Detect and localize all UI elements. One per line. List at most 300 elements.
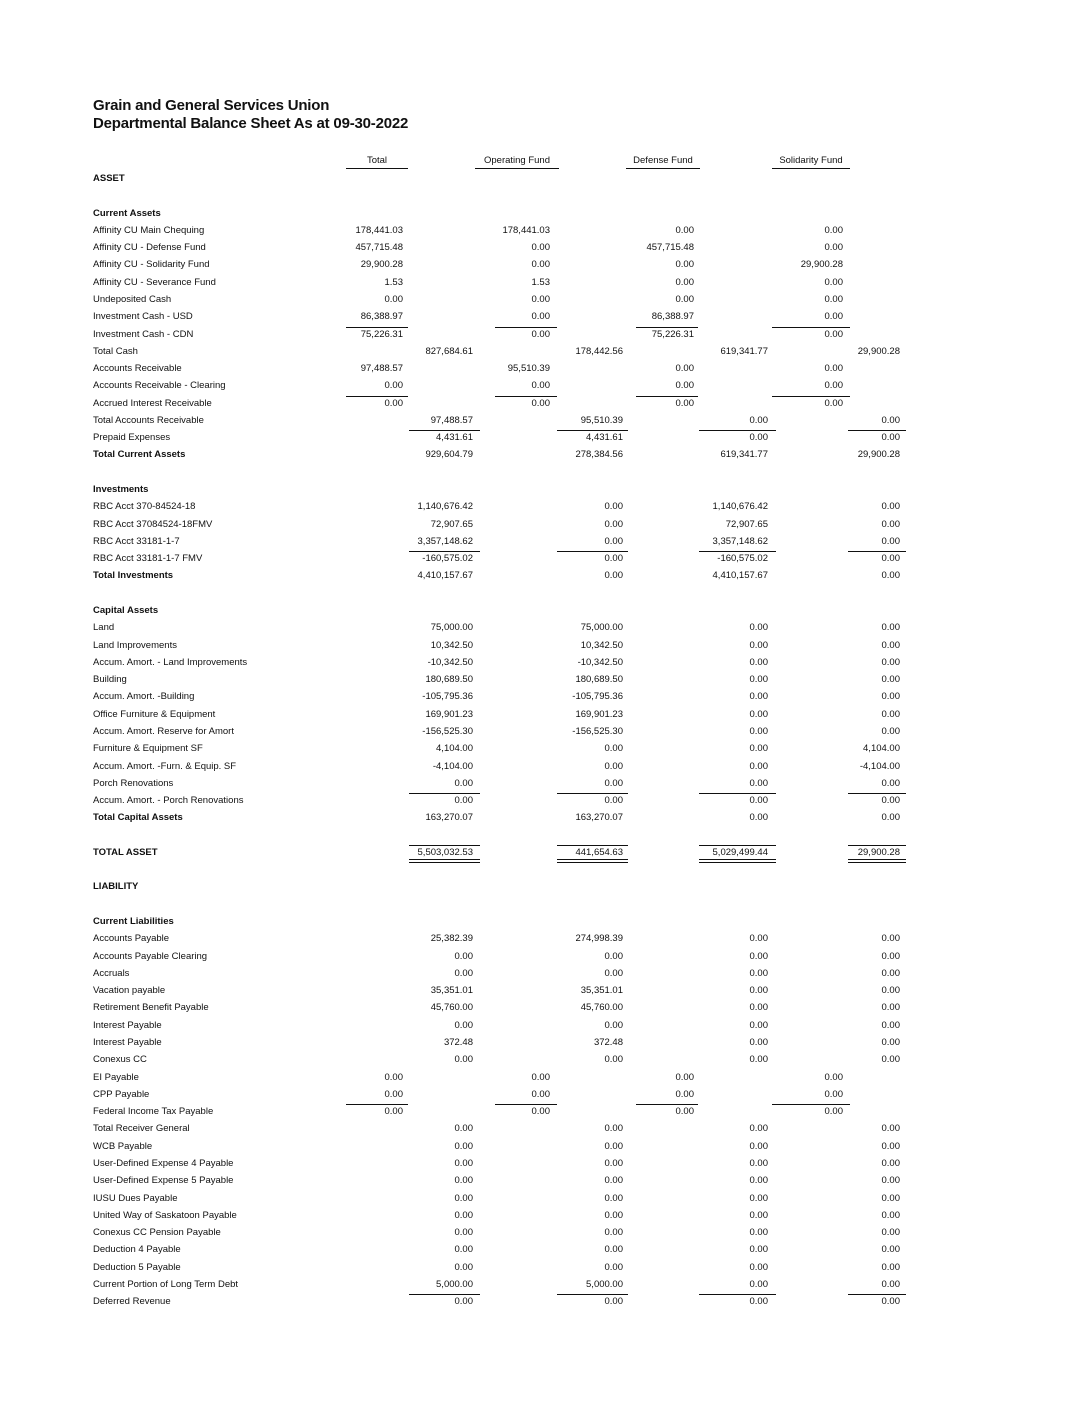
total-amount-total: 0.00: [454, 1140, 473, 1152]
total-amount-solidarity: 0.00: [881, 1019, 900, 1031]
total-amount-total: 0.00: [454, 1244, 473, 1256]
detail-amount-defense: 0.00: [675, 397, 694, 409]
total-amount-total: 0.00: [454, 950, 473, 962]
total-amount-defense: 0.00: [749, 1209, 768, 1221]
total-amount-defense: 0.00: [749, 432, 768, 444]
total-amount-operating: 441,654.63: [575, 846, 623, 858]
total-amount-operating: 0.00: [604, 553, 623, 565]
subtotal-rule: [699, 1294, 776, 1295]
subtotal-rule: [557, 793, 628, 794]
total-amount-total: 0.00: [454, 1209, 473, 1221]
table-row: [0, 605, 1088, 619]
detail-amount-total: 29,900.28: [360, 259, 403, 271]
detail-amount-total: 0.00: [384, 1106, 403, 1118]
row-label-investment-cash-usd: Investment Cash - USD: [93, 311, 193, 323]
detail-amount-defense: 0.00: [675, 380, 694, 392]
table-row: [0, 570, 1088, 584]
total-amount-solidarity: 0.00: [881, 1227, 900, 1239]
table-row: [0, 1106, 1088, 1120]
detail-amount-operating: 0.00: [531, 242, 550, 254]
total-amount-solidarity: 0.00: [881, 1192, 900, 1204]
total-amount-solidarity: 0.00: [881, 656, 900, 668]
total-amount-operating: 0.00: [604, 760, 623, 772]
table-row: [0, 1158, 1088, 1172]
row-label-interest-payable: Interest Payable: [93, 1037, 162, 1048]
subtotal-rule: [409, 551, 480, 552]
total-amount-operating: 95,510.39: [580, 414, 623, 426]
table-row: [0, 1089, 1088, 1103]
detail-amount-defense: 0.00: [675, 276, 694, 288]
total-amount-operating: 0.00: [604, 1175, 623, 1187]
detail-amount-total: 0.00: [384, 1088, 403, 1100]
total-amount-defense: 0.00: [749, 1261, 768, 1273]
grand-total-double-rule: [699, 859, 776, 863]
table-row: [0, 1175, 1088, 1189]
table-row: [0, 933, 1088, 947]
total-amount-total: 0.00: [454, 1175, 473, 1187]
total-amount-solidarity: 29,900.28: [857, 449, 900, 461]
subtotal-rule: [557, 430, 628, 431]
table-row: [0, 294, 1088, 308]
total-amount-solidarity: 0.00: [881, 414, 900, 426]
total-amount-defense: 0.00: [749, 691, 768, 703]
subtotal-rule: [495, 1104, 557, 1105]
row-label-total-asset: TOTAL ASSET: [93, 846, 158, 858]
row-label-accum-amort-furn-equip-sf: Accum. Amort. -Furn. & Equip. SF: [93, 760, 237, 772]
row-label-total-current-assets: Total Current Assets: [93, 449, 186, 461]
column-header-underline: [346, 168, 408, 169]
total-amount-operating: 0.00: [604, 950, 623, 962]
total-amount-operating: 0.00: [604, 518, 623, 530]
detail-amount-operating: 0.00: [531, 1088, 550, 1100]
table-row: [0, 795, 1088, 809]
table-row: [0, 242, 1088, 256]
table-row: [0, 380, 1088, 394]
total-amount-solidarity: 0.00: [881, 691, 900, 703]
total-amount-solidarity: 0.00: [881, 777, 900, 789]
row-label-accum-amort-land-improvements: Accum. Amort. - Land Improvements: [93, 656, 248, 668]
row-label-deduction-4-payable: Deduction 4 Payable: [93, 1244, 181, 1256]
subtotal-rule: [557, 1294, 628, 1295]
total-amount-operating: 0.00: [604, 535, 623, 547]
total-amount-total: 169,901.23: [425, 708, 473, 720]
detail-amount-total: 97,488.57: [360, 363, 403, 375]
total-amount-defense: 0.00: [749, 933, 768, 945]
total-amount-operating: 180,689.50: [575, 674, 623, 686]
detail-amount-operating: 0.00: [531, 397, 550, 409]
total-amount-operating: 4,431.61: [586, 432, 623, 444]
total-amount-total: 372.48: [443, 1037, 473, 1048]
subtotal-rule: [848, 430, 906, 431]
total-amount-defense: 0.00: [749, 1175, 768, 1187]
detail-amount-defense: 86,388.97: [651, 311, 694, 323]
total-amount-total: -160,575.02: [422, 553, 473, 565]
table-row: [0, 640, 1088, 654]
total-amount-solidarity: 0.00: [881, 795, 900, 807]
total-amount-solidarity: 0.00: [881, 1175, 900, 1187]
row-label-land-improvements: Land Improvements: [93, 639, 177, 651]
total-amount-operating: 0.00: [604, 1019, 623, 1031]
total-amount-defense: 0.00: [749, 1192, 768, 1204]
subtotal-rule: [699, 845, 776, 846]
table-row: [0, 1002, 1088, 1016]
total-amount-operating: -105,795.36: [572, 691, 623, 703]
total-amount-total: 3,357,148.62: [417, 535, 473, 547]
total-amount-operating: 178,442.56: [575, 345, 623, 357]
total-amount-total: 4,431.61: [436, 432, 473, 444]
row-label-total-accounts-receivable: Total Accounts Receivable: [93, 414, 204, 426]
row-label-user-defined-expense-5-payable: User-Defined Expense 5 Payable: [93, 1175, 234, 1187]
total-amount-solidarity: 0.00: [881, 1002, 900, 1014]
total-amount-defense: 0.00: [749, 1244, 768, 1256]
total-amount-total: 180,689.50: [425, 674, 473, 686]
total-amount-total: 0.00: [454, 1192, 473, 1204]
total-amount-defense: 0.00: [749, 1019, 768, 1031]
column-header-underline: [772, 168, 850, 169]
total-amount-defense: 0.00: [749, 656, 768, 668]
total-amount-solidarity: 0.00: [881, 1037, 900, 1048]
total-amount-defense: 1,140,676.42: [712, 501, 768, 513]
table-row: [0, 985, 1088, 999]
grand-total-double-rule: [557, 859, 628, 863]
total-amount-total: 75,000.00: [430, 622, 473, 634]
row-label-liability: LIABILITY: [93, 881, 139, 893]
column-header-defense-fund: Defense Fund: [633, 155, 693, 166]
table-row: [0, 916, 1088, 930]
total-amount-defense: 0.00: [749, 639, 768, 651]
total-amount-total: 0.00: [454, 1019, 473, 1031]
total-amount-solidarity: 0.00: [881, 1054, 900, 1066]
table-row: [0, 1054, 1088, 1068]
detail-amount-operating: 0.00: [531, 380, 550, 392]
table-row: [0, 398, 1088, 412]
column-header-underline: [475, 168, 559, 169]
subtotal-rule: [848, 793, 906, 794]
table-row: [0, 208, 1088, 222]
table-row: [0, 519, 1088, 533]
subtotal-rule: [848, 551, 906, 552]
detail-amount-operating: 0.00: [531, 311, 550, 323]
detail-amount-solidarity: 0.00: [824, 242, 843, 254]
total-amount-defense: 5,029,499.44: [712, 846, 768, 858]
table-row: [0, 761, 1088, 775]
total-amount-defense: 0.00: [749, 1002, 768, 1014]
total-amount-solidarity: 0.00: [881, 725, 900, 737]
detail-amount-operating: 0.00: [531, 1106, 550, 1118]
row-label-total-capital-assets: Total Capital Assets: [93, 812, 183, 824]
total-amount-operating: 0.00: [604, 1261, 623, 1273]
total-amount-solidarity: 0.00: [881, 1123, 900, 1135]
total-amount-total: 5,000.00: [436, 1278, 473, 1290]
total-amount-total: -10,342.50: [427, 656, 473, 668]
detail-amount-operating: 0.00: [531, 259, 550, 271]
total-amount-solidarity: 0.00: [881, 570, 900, 582]
subtotal-rule: [772, 1104, 850, 1105]
table-row: [0, 432, 1088, 446]
total-amount-operating: 0.00: [604, 1244, 623, 1256]
row-label-user-defined-expense-4-payable: User-Defined Expense 4 Payable: [93, 1157, 234, 1169]
row-label-retirement-benefit-payable: Retirement Benefit Payable: [93, 1002, 209, 1014]
total-amount-defense: 0.00: [749, 743, 768, 755]
total-amount-solidarity: 0.00: [881, 553, 900, 565]
total-amount-defense: 0.00: [749, 725, 768, 737]
total-amount-defense: 0.00: [749, 622, 768, 634]
row-label-accum-amort-reserve-for-amort: Accum. Amort. Reserve for Amort: [93, 725, 234, 737]
total-amount-solidarity: 29,900.28: [857, 345, 900, 357]
subtotal-rule: [495, 327, 557, 328]
subtotal-rule: [557, 845, 628, 846]
total-amount-total: 0.00: [454, 777, 473, 789]
total-amount-defense: 72,907.65: [725, 518, 768, 530]
total-amount-solidarity: 0.00: [881, 674, 900, 686]
detail-amount-total: 86,388.97: [360, 311, 403, 323]
table-row: [0, 1296, 1088, 1310]
row-label-land: Land: [93, 622, 115, 634]
total-amount-total: 45,760.00: [430, 1002, 473, 1014]
table-row: [0, 259, 1088, 273]
table-row: [0, 311, 1088, 325]
row-label-deferred-revenue: Deferred Revenue: [93, 1296, 171, 1308]
row-label-united-way-of-saskatoon-payable: United Way of Saskatoon Payable: [93, 1209, 237, 1221]
table-row: [0, 1193, 1088, 1207]
subtotal-rule: [772, 327, 850, 328]
total-amount-defense: 619,341.77: [720, 345, 768, 357]
detail-amount-solidarity: 0.00: [824, 328, 843, 340]
detail-amount-total: 1.53: [384, 276, 403, 288]
table-row: [0, 1210, 1088, 1224]
row-label-cpp-payable: CPP Payable: [93, 1088, 150, 1100]
row-label-accruals: Accruals: [93, 967, 130, 979]
detail-amount-defense: 0.00: [675, 1088, 694, 1100]
subtotal-rule: [409, 845, 480, 846]
table-row: [0, 812, 1088, 826]
table-row: [0, 1123, 1088, 1137]
row-label-accounts-payable: Accounts Payable: [93, 933, 170, 945]
table-row: [0, 484, 1088, 498]
total-amount-defense: 0.00: [749, 812, 768, 824]
detail-amount-total: 457,715.48: [355, 242, 403, 254]
detail-amount-solidarity: 0.00: [824, 397, 843, 409]
total-amount-solidarity: 0.00: [881, 967, 900, 979]
table-row: [0, 968, 1088, 982]
total-amount-defense: 4,410,157.67: [712, 570, 768, 582]
total-amount-operating: 0.00: [604, 777, 623, 789]
total-amount-total: 0.00: [454, 1261, 473, 1273]
total-amount-total: 0.00: [454, 1157, 473, 1169]
table-row: [0, 726, 1088, 740]
grand-total-double-rule: [409, 859, 480, 863]
row-label-asset: ASSET: [93, 173, 125, 184]
total-amount-total: -105,795.36: [422, 691, 473, 703]
table-row: [0, 449, 1088, 463]
subtotal-rule: [409, 1294, 480, 1295]
total-amount-solidarity: 0.00: [881, 622, 900, 634]
column-header-total: Total: [366, 155, 388, 166]
total-amount-defense: 0.00: [749, 1037, 768, 1048]
detail-amount-solidarity: 0.00: [824, 311, 843, 323]
detail-amount-defense: 0.00: [675, 1106, 694, 1118]
total-amount-solidarity: 0.00: [881, 639, 900, 651]
total-amount-defense: 0.00: [749, 967, 768, 979]
row-label-capital-assets: Capital Assets: [93, 605, 159, 616]
table-row: [0, 1072, 1088, 1086]
row-label-porch-renovations: Porch Renovations: [93, 777, 174, 789]
row-label-accounts-receivable-clearing: Accounts Receivable - Clearing: [93, 380, 226, 392]
subtotal-rule: [346, 396, 408, 397]
row-label-building: Building: [93, 674, 127, 686]
total-amount-operating: 0.00: [604, 1123, 623, 1135]
detail-amount-operating: 0.00: [531, 328, 550, 340]
total-amount-solidarity: 0.00: [881, 1157, 900, 1169]
subtotal-rule: [636, 396, 698, 397]
total-amount-solidarity: 0.00: [881, 708, 900, 720]
row-label-rbc-acct-33181-1-7: RBC Acct 33181-1-7: [93, 535, 180, 547]
table-row: [0, 674, 1088, 688]
row-label-affinity-cu-defense-fund: Affinity CU - Defense Fund: [93, 242, 206, 254]
total-amount-operating: 0.00: [604, 501, 623, 513]
total-amount-operating: -10,342.50: [577, 656, 623, 668]
total-amount-solidarity: 0.00: [881, 535, 900, 547]
total-amount-defense: 0.00: [749, 950, 768, 962]
row-label-iusu-dues-payable: IUSU Dues Payable: [93, 1192, 178, 1204]
detail-amount-total: 0.00: [384, 380, 403, 392]
total-amount-operating: 0.00: [604, 1227, 623, 1239]
total-amount-defense: 0.00: [749, 795, 768, 807]
total-amount-solidarity: 0.00: [881, 812, 900, 824]
row-label-prepaid-expenses: Prepaid Expenses: [93, 432, 171, 444]
total-amount-total: 163,270.07: [425, 812, 473, 824]
total-amount-total: 5,503,032.53: [417, 846, 473, 858]
total-amount-defense: 0.00: [749, 414, 768, 426]
detail-amount-solidarity: 0.00: [824, 363, 843, 375]
total-amount-solidarity: 0.00: [881, 1296, 900, 1308]
table-row: [0, 277, 1088, 291]
row-label-affinity-cu-severance-fund: Affinity CU - Severance Fund: [93, 276, 216, 288]
total-amount-defense: 619,341.77: [720, 449, 768, 461]
total-amount-total: 97,488.57: [430, 414, 473, 426]
column-header-solidarity-fund: Solidarity Fund: [779, 155, 843, 166]
total-amount-total: 0.00: [454, 967, 473, 979]
total-amount-total: 4,104.00: [436, 743, 473, 755]
row-label-affinity-cu-main-chequing: Affinity CU Main Chequing: [93, 224, 205, 236]
total-amount-solidarity: -4,104.00: [859, 760, 900, 772]
total-amount-total: 0.00: [454, 1123, 473, 1135]
row-label-affinity-cu-solidarity-fund: Affinity CU - Solidarity Fund: [93, 259, 210, 271]
table-row: [0, 622, 1088, 636]
subtotal-rule: [699, 551, 776, 552]
total-amount-defense: 0.00: [749, 760, 768, 772]
row-label-current-portion-of-long-term-debt: Current Portion of Long Term Debt: [93, 1278, 239, 1290]
row-label-accounts-receivable: Accounts Receivable: [93, 363, 182, 375]
total-amount-total: 929,604.79: [425, 449, 473, 461]
row-label-ei-payable: EI Payable: [93, 1071, 139, 1083]
table-row: [0, 501, 1088, 515]
detail-amount-solidarity: 0.00: [824, 293, 843, 305]
row-label-rbc-acct-370-84524-18: RBC Acct 370-84524-18: [93, 501, 196, 513]
total-amount-operating: 0.00: [604, 1054, 623, 1066]
total-amount-defense: 0.00: [749, 985, 768, 997]
detail-amount-operating: 95,510.39: [507, 363, 550, 375]
total-amount-total: 25,382.39: [430, 933, 473, 945]
total-amount-solidarity: 0.00: [881, 1209, 900, 1221]
detail-amount-operating: 0.00: [531, 293, 550, 305]
total-amount-total: 72,907.65: [430, 518, 473, 530]
subtotal-rule: [409, 430, 480, 431]
table-row: [0, 1227, 1088, 1241]
total-amount-operating: 75,000.00: [580, 622, 623, 634]
table-row: [0, 553, 1088, 567]
table-row: [0, 415, 1088, 429]
total-amount-operating: 0.00: [604, 743, 623, 755]
row-label-accum-amort-building: Accum. Amort. -Building: [93, 691, 195, 703]
detail-amount-defense: 0.00: [675, 259, 694, 271]
total-amount-defense: 0.00: [749, 1278, 768, 1290]
table-row: [0, 743, 1088, 757]
detail-amount-solidarity: 0.00: [824, 276, 843, 288]
total-amount-total: 1,140,676.42: [417, 501, 473, 513]
total-amount-solidarity: 0.00: [881, 501, 900, 513]
total-amount-operating: 372.48: [593, 1037, 623, 1048]
row-label-office-furniture-equipment: Office Furniture & Equipment: [93, 708, 216, 720]
total-amount-total: 0.00: [454, 1054, 473, 1066]
subtotal-rule: [346, 327, 408, 328]
table-row: [0, 225, 1088, 239]
subtotal-rule: [699, 430, 776, 431]
total-amount-solidarity: 0.00: [881, 933, 900, 945]
total-amount-defense: 0.00: [749, 1227, 768, 1239]
table-row: [0, 363, 1088, 377]
table-row: [0, 691, 1088, 705]
row-label-total-receiver-general: Total Receiver General: [93, 1123, 190, 1135]
table-row: [0, 1141, 1088, 1155]
total-amount-total: -156,525.30: [422, 725, 473, 737]
subtotal-rule: [409, 793, 480, 794]
total-amount-operating: 169,901.23: [575, 708, 623, 720]
detail-amount-total: 75,226.31: [360, 328, 403, 340]
detail-amount-operating: 0.00: [531, 1071, 550, 1083]
total-amount-defense: -160,575.02: [717, 553, 768, 565]
row-label-rbc-acct-37084524-18fmv: RBC Acct 37084524-18FMV: [93, 518, 213, 530]
column-header-underline: [626, 168, 700, 169]
detail-amount-solidarity: 0.00: [824, 1071, 843, 1083]
table-row: [0, 709, 1088, 723]
total-amount-total: 827,684.61: [425, 345, 473, 357]
row-label-deduction-5-payable: Deduction 5 Payable: [93, 1261, 181, 1273]
detail-amount-defense: 75,226.31: [651, 328, 694, 340]
row-label-accounts-payable-clearing: Accounts Payable Clearing: [93, 950, 208, 962]
row-label-federal-income-tax-payable: Federal Income Tax Payable: [93, 1106, 214, 1118]
table-row: [0, 173, 1088, 187]
total-amount-operating: 163,270.07: [575, 812, 623, 824]
detail-amount-defense: 0.00: [675, 1071, 694, 1083]
subtotal-rule: [636, 1104, 698, 1105]
total-amount-total: 0.00: [454, 1227, 473, 1239]
row-label-accrued-interest-receivable: Accrued Interest Receivable: [93, 397, 212, 409]
table-row: [0, 346, 1088, 360]
total-amount-defense: 0.00: [749, 674, 768, 686]
total-amount-solidarity: 0.00: [881, 1261, 900, 1273]
total-amount-defense: 0.00: [749, 777, 768, 789]
total-amount-solidarity: 0.00: [881, 985, 900, 997]
detail-amount-total: 0.00: [384, 293, 403, 305]
row-label-conexus-cc-pension-payable: Conexus CC Pension Payable: [93, 1227, 221, 1239]
detail-amount-solidarity: 0.00: [824, 224, 843, 236]
detail-amount-solidarity: 0.00: [824, 1088, 843, 1100]
table-row: [0, 657, 1088, 671]
total-amount-operating: 0.00: [604, 1192, 623, 1204]
total-amount-operating: 45,760.00: [580, 1002, 623, 1014]
total-amount-solidarity: 0.00: [881, 1140, 900, 1152]
